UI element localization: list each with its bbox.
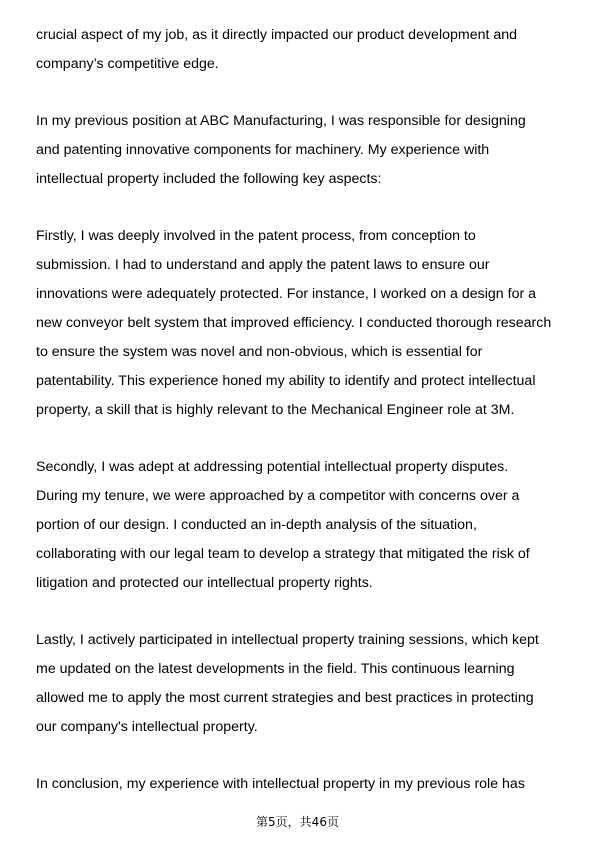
paragraph-6-line-1: In conclusion, my experience with intellectual property in my previous role has — [36, 776, 525, 792]
paragraph-2-line-2: and patenting innovative components for machinery. My experience with — [36, 142, 490, 158]
paragraph-5-line-2: me updated on the latest developments in the field. This continuous learning — [36, 661, 515, 677]
paragraph-4-line-5: litigation and protected our intellectual property rights. — [36, 575, 373, 591]
paragraph-2-line-1: In my previous position at ABC Manufacturing, I was responsible for designing — [36, 113, 526, 129]
paragraph-4-line-1: Secondly, I was adept at addressing potential intellectual property disputes. — [36, 459, 509, 475]
paragraph-5-line-4: our company's intellectual property. — [36, 719, 258, 735]
paragraph-3-line-3: innovations were adequately protected. For instance, I worked on a design for a — [36, 286, 537, 302]
paragraph-5-line-1: Lastly, I actively participated in intellectual property training sessions, which kept — [36, 632, 539, 648]
paragraph-1-line-1: crucial aspect of my job, as it directly impacted our product development and — [36, 27, 518, 43]
paragraph-3-line-1: Firstly, I was deeply involved in the patent process, from conception to — [36, 228, 476, 244]
paragraph-3-line-4: new conveyor belt system that improved efficiency. I conducted thorough research — [36, 315, 552, 331]
paragraph-3-line-7: property, a skill that is highly relevant to the Mechanical Engineer role at 3M. — [36, 402, 515, 418]
paragraph-4-line-2: During my tenure, we were approached by a competitor with concerns over a — [36, 488, 520, 504]
paragraph-2-line-3: intellectual property included the following key aspects: — [36, 171, 382, 187]
paragraph-4-line-3: portion of our design. I conducted an in-depth analysis of the situation, — [36, 517, 477, 533]
page-number-footer: 第5页，共46页 — [256, 815, 339, 829]
paragraph-5-line-3: allowed me to apply the most current strategies and best practices in protecting — [36, 690, 534, 706]
paragraph-3-line-6: patentability. This experience honed my ability to identify and protect intellectual — [36, 373, 536, 389]
paragraph-3-line-2: submission. I had to understand and apply the patent laws to ensure our — [36, 257, 490, 273]
paragraph-1-line-2: company’s competitive edge. — [36, 56, 219, 72]
paragraph-3-line-5: to ensure the system was novel and non-obvious, which is essential for — [36, 344, 483, 360]
paragraph-4-line-4: collaborating with our legal team to develop a strategy that mitigated the risk of — [36, 546, 530, 562]
